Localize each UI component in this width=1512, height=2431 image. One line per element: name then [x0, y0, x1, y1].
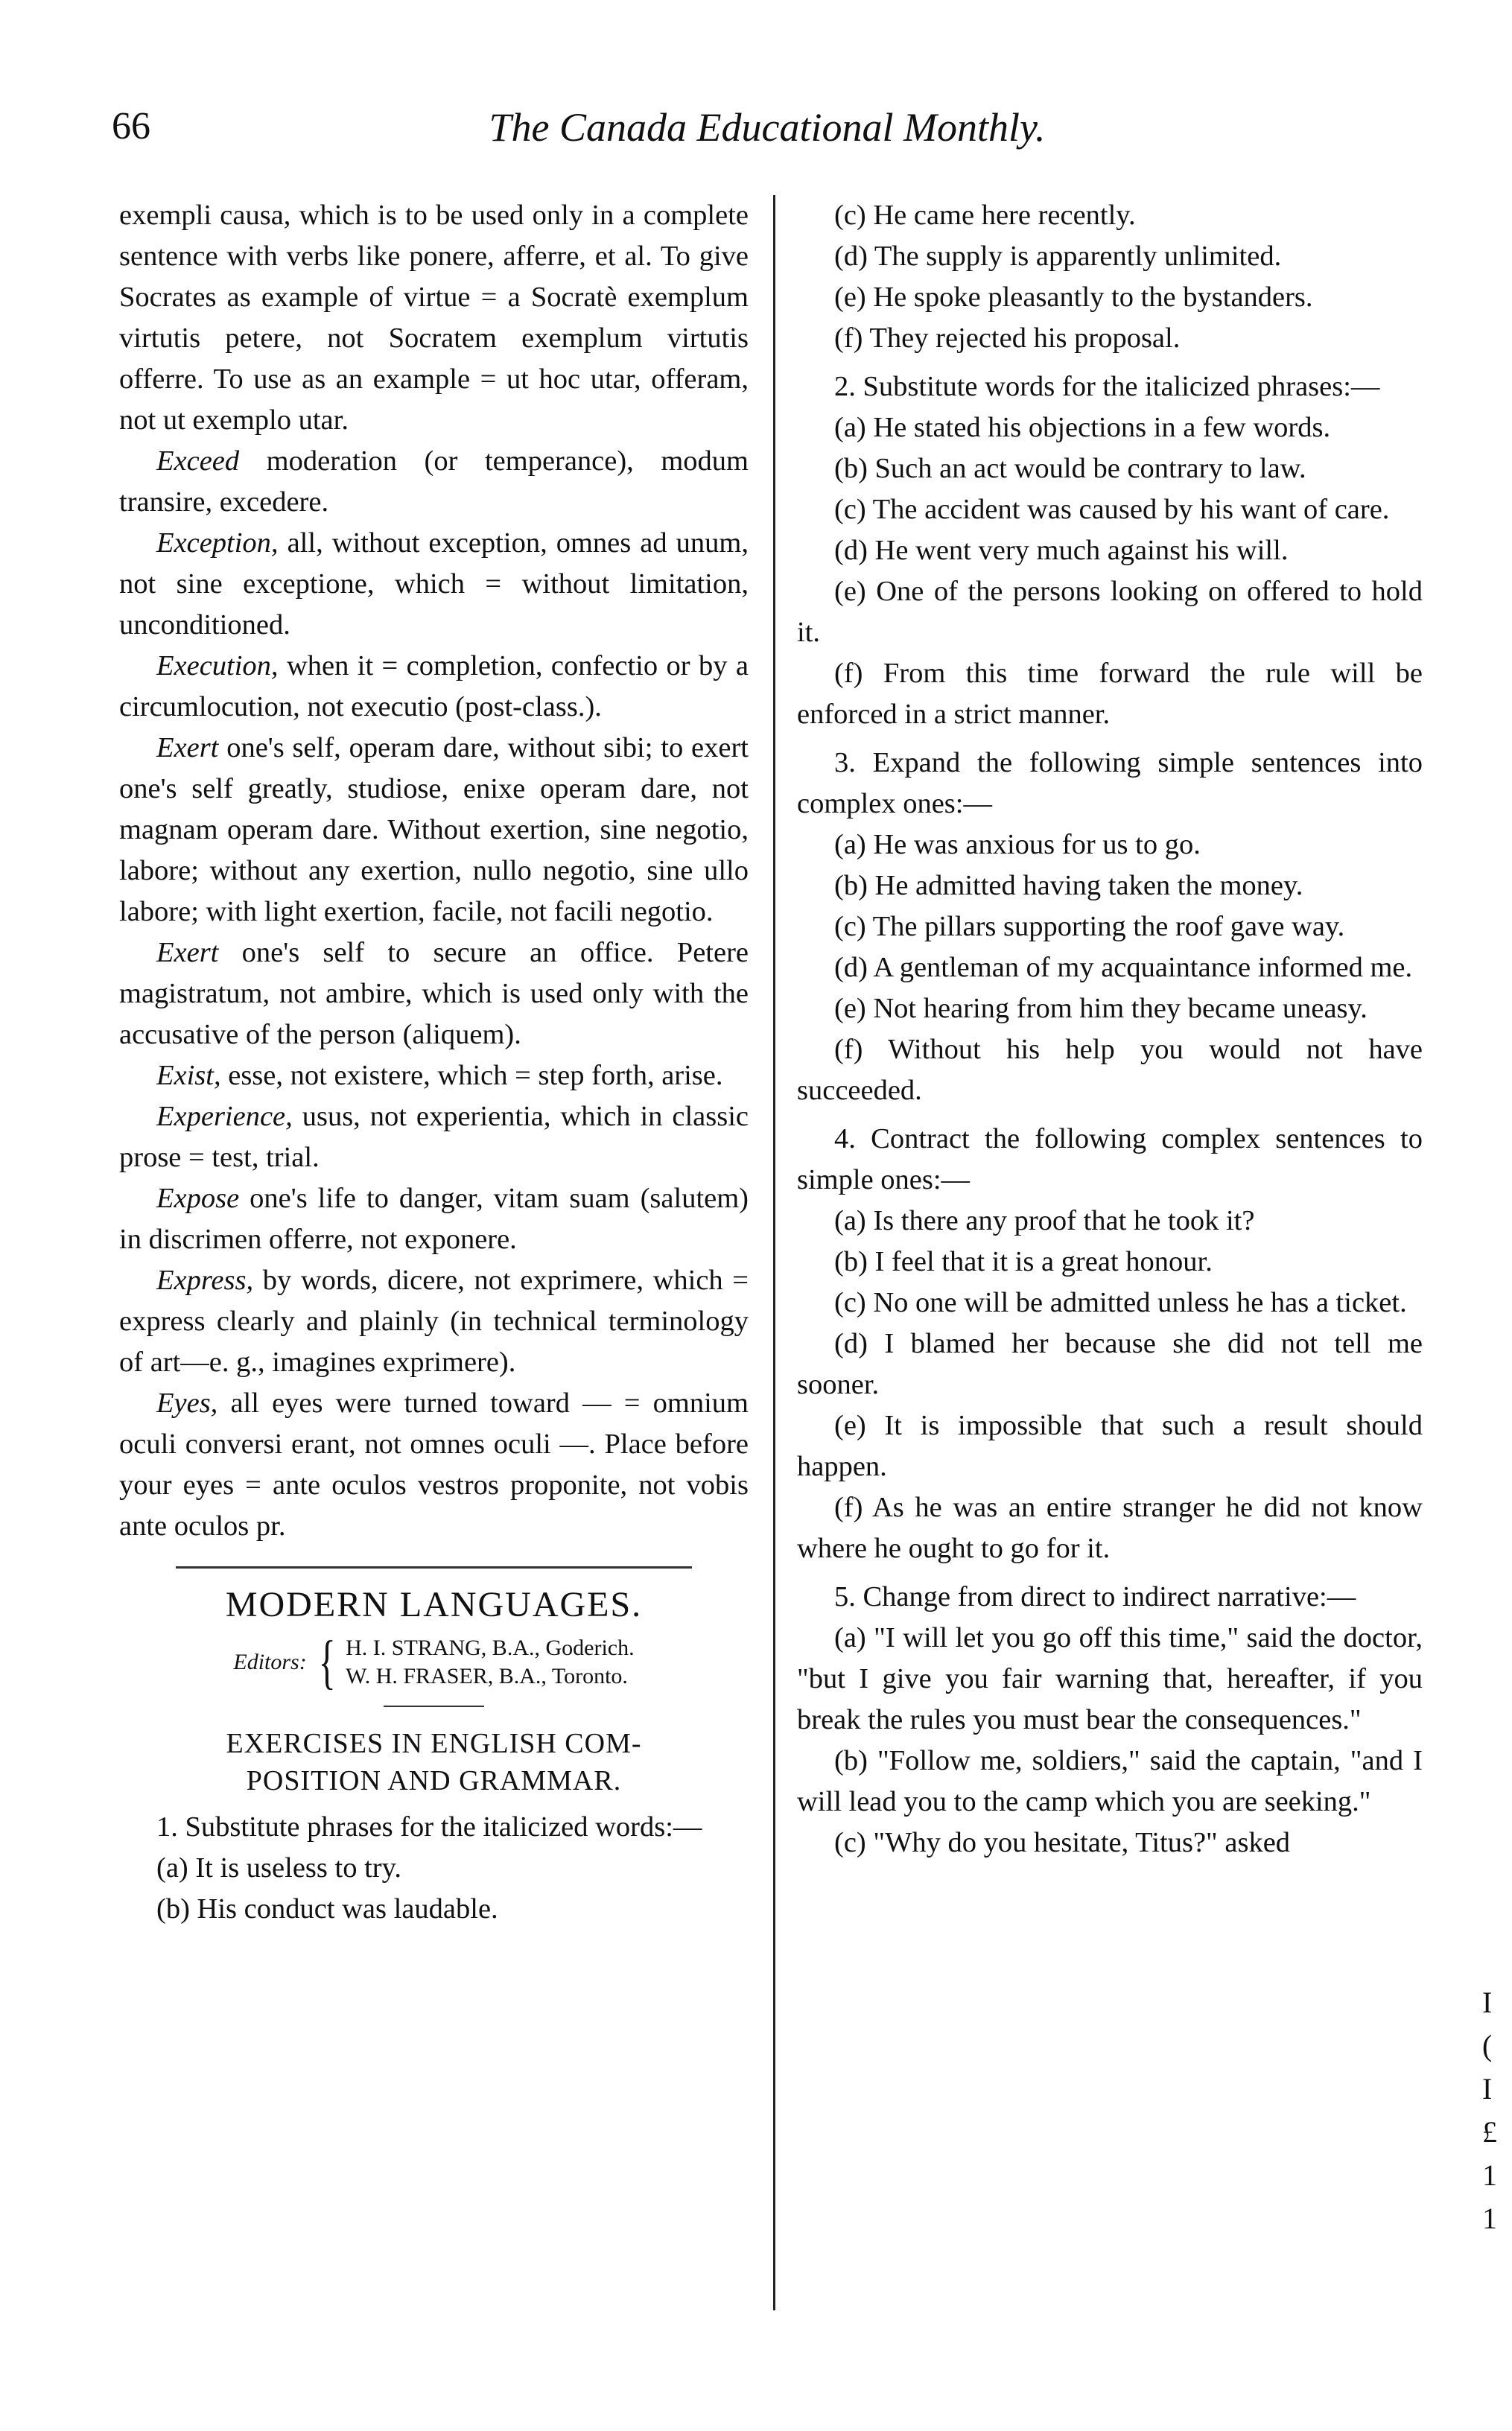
page-number: 66 — [112, 105, 150, 147]
q3-item-b: (b) He admitted having taken the money. — [834, 870, 1303, 901]
q3-item-a: (a) He was anxious for us to go. — [834, 829, 1201, 860]
entry-express: Express, by words, dicere, not exprimere, which = express clearly and plainly (in technical terminology of art—e. g., imagines exprimere). — [119, 1265, 749, 1378]
q5-item-a: (a) "I will let you go off this time," said the doctor, "but I give you fair warning that, hereafter, if you break the rules you must bear the consequences." — [797, 1622, 1423, 1735]
page-header — [112, 104, 1423, 156]
section-title: MODERN LANGUAGES. — [225, 1585, 643, 1624]
entry-exert: Exert one's self, operam dare, without sibi; to exert one's self greatly, studiose, enixe operam dare, not magnam operam dare. Without exertion, sine negotio, labore; without any exertion, nullo negotio, sine ullo labore; with light exertion, facile, not facili negotio. — [119, 732, 749, 927]
q4-item-c: (c) No one will be admitted unless he has a ticket. — [834, 1287, 1407, 1318]
q4-item-a: (a) Is there any proof that he took it? — [834, 1205, 1255, 1236]
question-3: 3. Expand the following simple sentences into complex ones:— — [797, 747, 1423, 819]
edge-mark: I — [1482, 2072, 1493, 2106]
edge-mark: I — [1482, 1986, 1493, 2019]
column-divider — [773, 195, 775, 2310]
q2-item-c: (c) The accident was caused by his want of care. — [834, 494, 1390, 525]
q3-item-e: (e) Not hearing from him they became uneasy. — [834, 993, 1368, 1024]
editors-block — [119, 1630, 749, 1695]
editors-list — [346, 1634, 634, 1691]
question-5: 5. Change from direct to indirect narrative:— — [834, 1581, 1356, 1612]
q5-item-b: (b) "Follow me, soldiers," said the captain, "and I will lead you to the camp which you are seeking." — [797, 1745, 1423, 1817]
q2-item-b: (b) Such an act would be contrary to law. — [834, 453, 1306, 484]
q1-item-c: (c) He came here recently. — [834, 200, 1136, 231]
brace-glyph: { — [318, 1630, 336, 1695]
q1-item-b: (b) His conduct was laudable. — [156, 1893, 498, 1925]
edge-mark: 1 — [1482, 2158, 1497, 2192]
entry-exceed: Exceed moderation (or temperance), modum transire, excedere. — [119, 445, 749, 518]
q4-item-f: (f) As he was an entire stranger he did not know where he ought to go for it. — [797, 1492, 1423, 1564]
entry-exist: Exist, esse, not existere, which = step forth, arise. — [156, 1060, 723, 1091]
entry-eyes: Eyes, all eyes were turned toward — = omnium oculi conversi erant, not omnes oculi —. Place before your eyes = ante oculos vestros proponite, not vobis ante oculos pr. — [119, 1388, 749, 1542]
edge-marks — [1482, 1981, 1497, 2240]
left-column — [119, 195, 749, 1930]
subsection-divider — [384, 1706, 484, 1707]
right-column — [797, 195, 1423, 1863]
q3-item-c: (c) The pillars supporting the roof gave way. — [834, 911, 1345, 942]
subsection-title-line-1: EXERCISES IN ENGLISH COM- — [226, 1728, 642, 1759]
q2-item-a: (a) He stated his objections in a few words. — [834, 412, 1331, 443]
entry-experience: Experience, usus, not experientia, which in classic prose = test, trial. — [119, 1101, 749, 1173]
q1-item-d: (d) The supply is apparently unlimited. — [834, 241, 1282, 272]
q3-item-f: (f) Without his help you would not have succeeded. — [797, 1034, 1423, 1106]
question-1: 1. Substitute phrases for the italicized words:— — [156, 1811, 702, 1843]
subsection-title-line-2: POSITION AND GRAMMAR. — [246, 1765, 622, 1796]
entry-execution: Execution, when it = completion, confectio or by a circumlocution, not executio (post-class.). — [119, 650, 749, 722]
q4-item-d: (d) I blamed her because she did not tell me sooner. — [797, 1328, 1423, 1400]
question-2: 2. Substitute words for the italicized phrases:— — [834, 371, 1380, 402]
q4-item-e: (e) It is impossible that such a result should happen. — [797, 1410, 1423, 1482]
editor-2: W. H. FRASER, B.A., Toronto. — [346, 1664, 628, 1688]
editors-label: Editors: — [233, 1650, 307, 1674]
running-title: The Canada Educational Monthly. — [489, 105, 1046, 150]
q1-item-a: (a) It is useless to try. — [156, 1852, 401, 1884]
edge-mark: 1 — [1482, 2202, 1497, 2235]
entry-exert-office: Exert one's self to secure an office. Petere magistratum, not ambire, which is used only with the accusative of the person (aliquem). — [119, 937, 749, 1050]
edge-mark: £ — [1482, 2115, 1497, 2149]
q1-item-f: (f) They rejected his proposal. — [834, 322, 1181, 354]
entry-exception: Exception, all, without exception, omnes ad unum, not sine exceptione, which = without limitation, unconditioned. — [119, 527, 749, 641]
edge-mark: ( — [1482, 2029, 1493, 2062]
q2-item-f: (f) From this time forward the rule will be enforced in a strict manner. — [797, 658, 1423, 730]
q5-item-c: (c) "Why do you hesitate, Titus?" asked — [834, 1827, 1291, 1858]
q3-item-d: (d) A gentleman of my acquaintance informed me. — [834, 952, 1413, 983]
q2-item-d: (d) He went very much against his will. — [834, 535, 1289, 566]
editor-1: H. I. STRANG, B.A., Goderich. — [346, 1636, 635, 1660]
q4-item-b: (b) I feel that it is a great honour. — [834, 1246, 1213, 1277]
q2-item-e: (e) One of the persons looking on offered to hold it. — [797, 576, 1423, 648]
entry-expose: Expose one's life to danger, vitam suam (salutem) in discrimen offerre, not exponere. — [119, 1183, 749, 1255]
section-divider — [176, 1566, 692, 1569]
q1-item-e: (e) He spoke pleasantly to the bystanders. — [834, 282, 1313, 313]
question-4: 4. Contract the following complex sentences to simple ones:— — [797, 1123, 1423, 1195]
entry-continuation: exempli causa, which is to be used only in a complete sentence with verbs like ponere, afferre, et al. To give Socrates as example of virtue = a Socratè exemplum virtutis petere, not Socratem exemplum virtutis offerre. To use as an example = ut hoc utar, offeram, not ut exemplo utar. — [119, 200, 749, 436]
